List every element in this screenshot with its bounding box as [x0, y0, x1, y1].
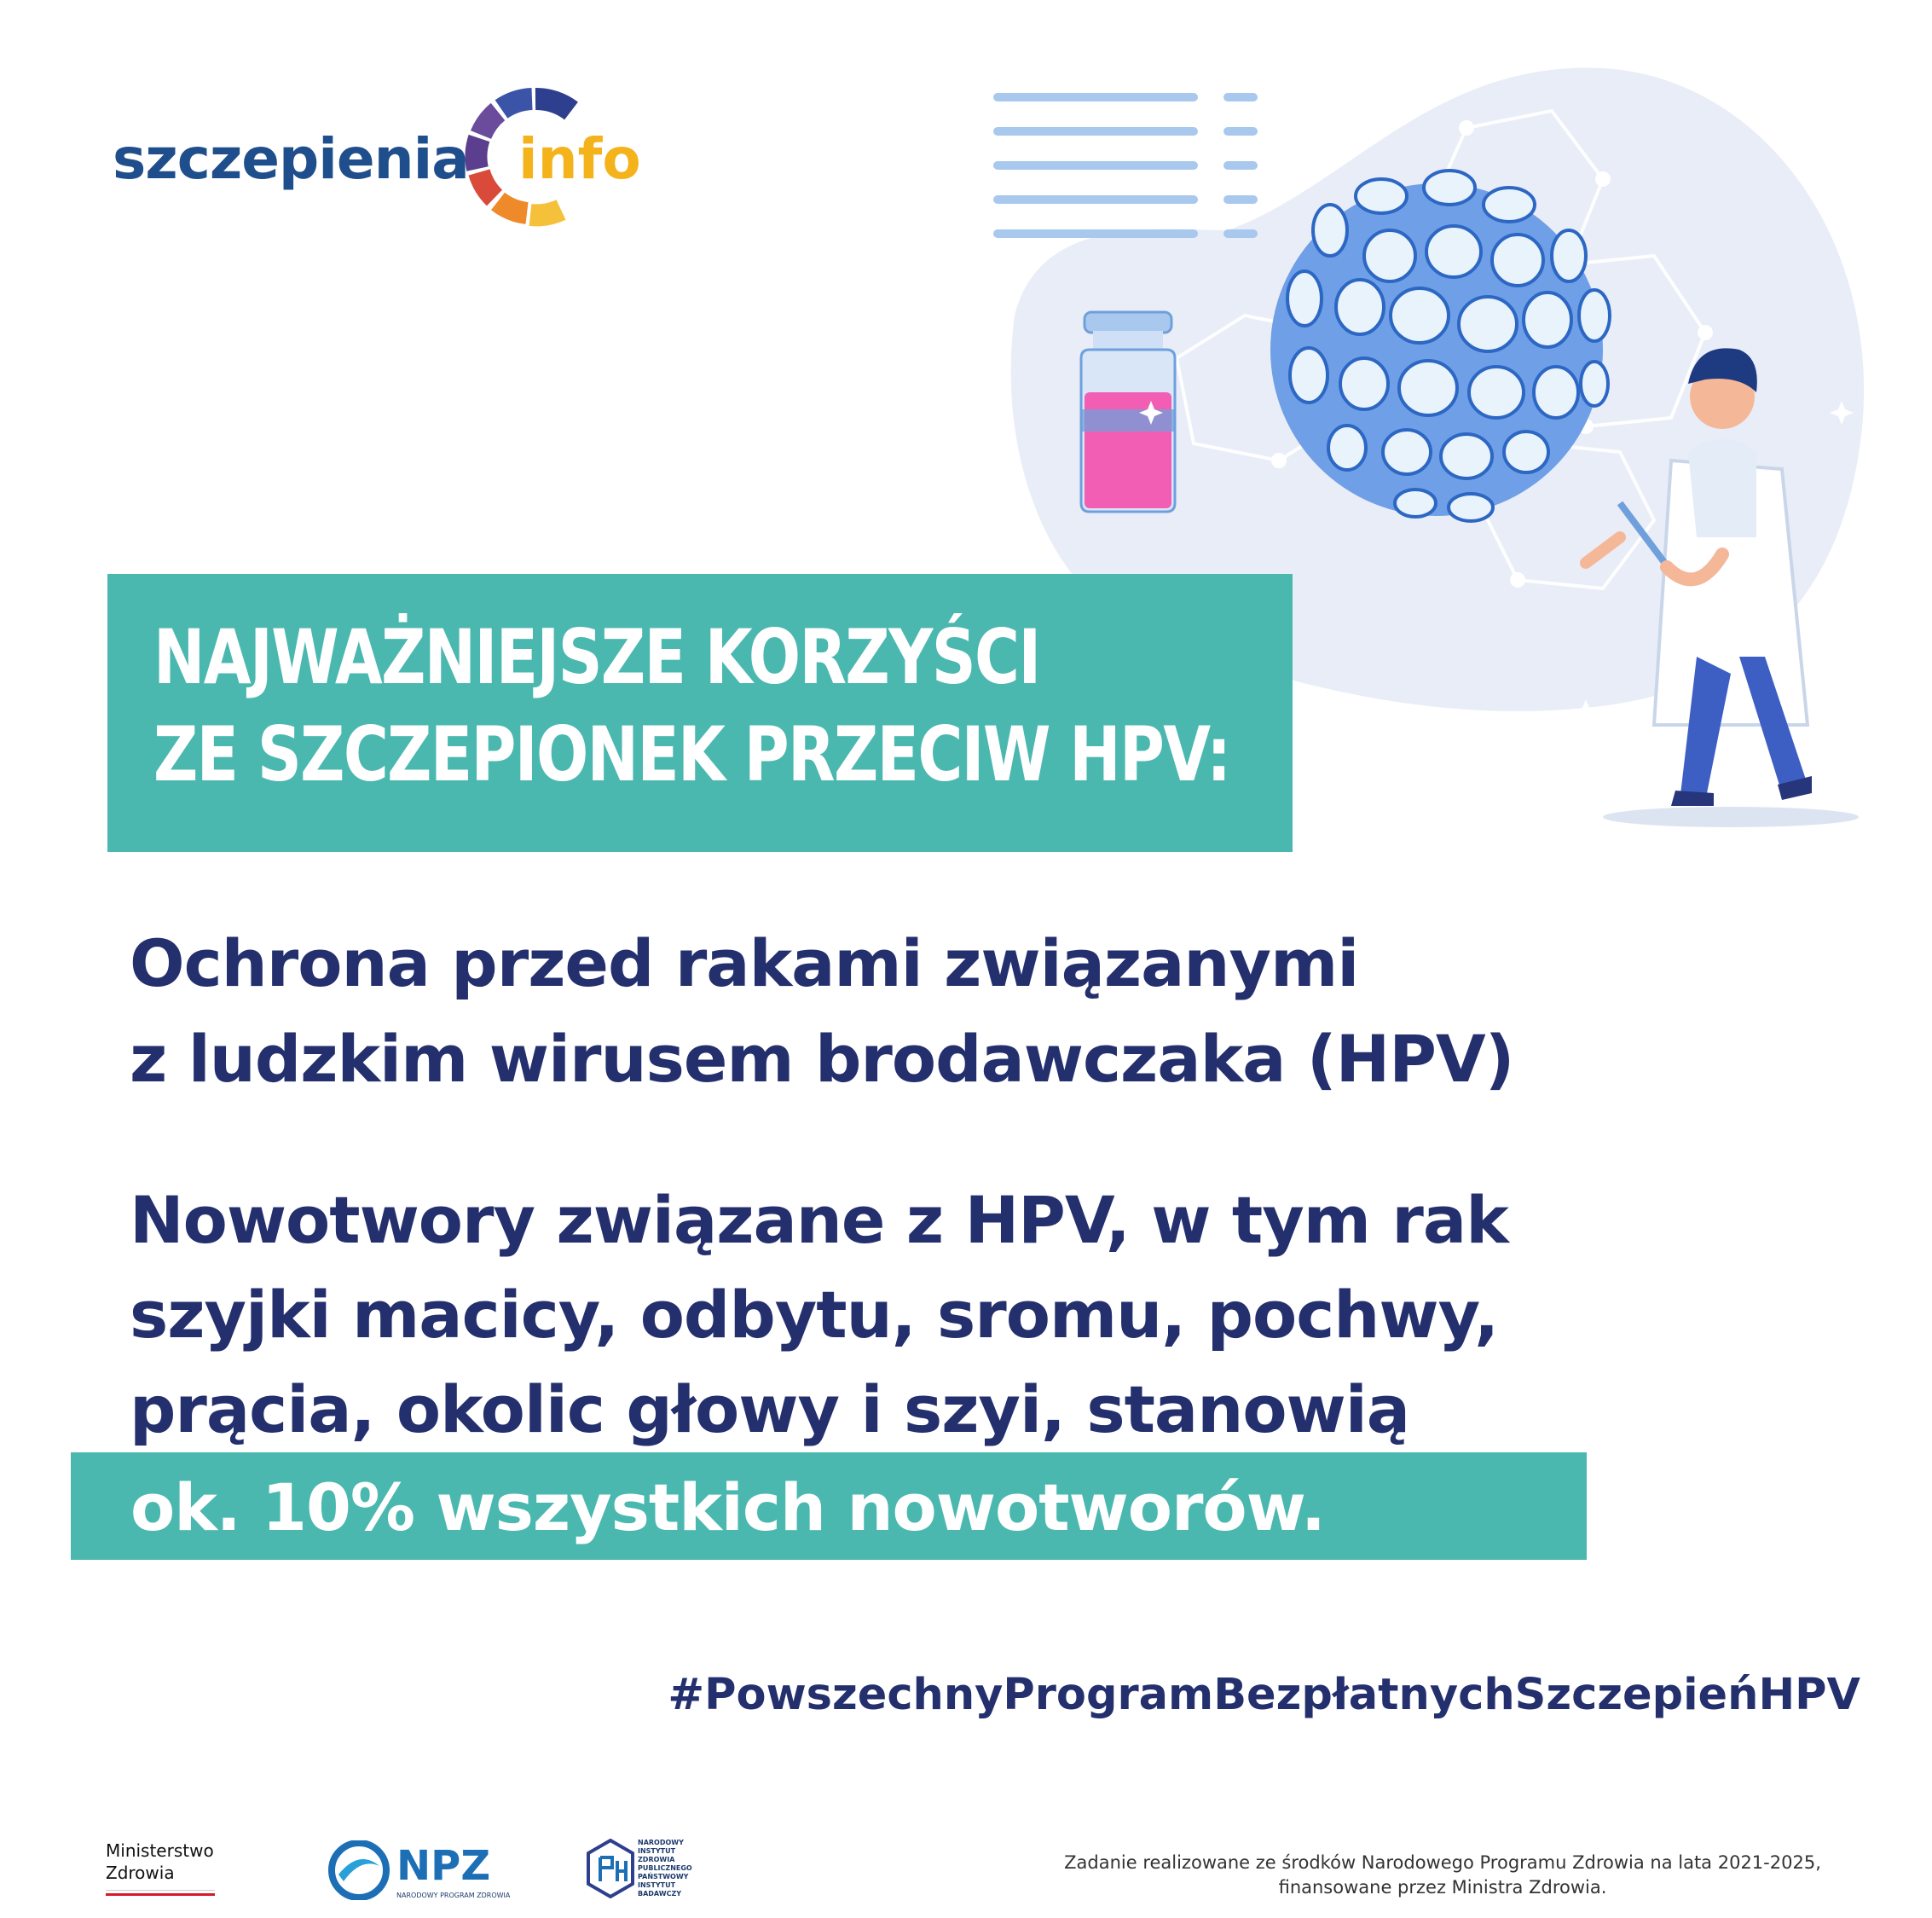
ministry-line-2: Zdrowia	[106, 1863, 175, 1883]
heading-banner	[107, 574, 1293, 852]
logo-brand-text: szczepienia	[113, 126, 469, 192]
funding-line-1: Zadanie realizowane ze środków Narodowego Programu Zdrowia na lata 2021-2025,	[1064, 1852, 1821, 1873]
benefit-line-1: Ochrona przed rakami związanymi	[130, 925, 1359, 1001]
npz-emblem-icon	[327, 1840, 391, 1900]
vial-icon	[1081, 312, 1175, 512]
fact-line-3: prącia, okolic głowy i szyi, stanowią	[130, 1371, 1410, 1447]
nizp-logo	[587, 1835, 723, 1904]
fact-highlight: ok. 10% wszystkich nowotworów.	[130, 1469, 1325, 1545]
heading-line-2: ZE SZCZEPIONEK PRZECIW HPV:	[153, 710, 1230, 798]
nizp-emblem-icon	[587, 1839, 634, 1898]
npz-logo	[327, 1840, 511, 1900]
flag-bar	[106, 1890, 215, 1896]
fact-line-2: szyjki macicy, odbytu, sromu, pochwy,	[130, 1277, 1499, 1353]
npz-subtitle: NARODOWY PROGRAM ZDROWIA	[396, 1892, 511, 1899]
fact-line-1: Nowotwory związane z HPV, w tym rak	[130, 1182, 1508, 1258]
highlight-banner	[71, 1452, 1587, 1560]
funding-note	[1059, 1851, 1826, 1900]
benefit-line-2: z ludzkim wirusem brodawczaka (HPV)	[130, 1021, 1514, 1097]
hashtag: #PowszechnyProgramBezpłatnychSzczepieńHPV	[668, 1670, 1860, 1720]
npz-name: NPZ	[396, 1842, 491, 1890]
nizp-name: NARODOWY INSTYTUT ZDROWIA PUBLICZNEGO PAŃSTWOWY INSTYTUT BADAWCZY	[638, 1839, 692, 1898]
heading-line-1: NAJWAŻNIEJSZE KORZYŚCI	[153, 613, 1040, 701]
ministry-line-1: Ministerstwo	[106, 1840, 214, 1861]
funding-line-2: finansowane przez Ministra Zdrowia.	[1278, 1877, 1607, 1898]
logo-suffix-text: info	[518, 126, 641, 192]
ministry-logo	[106, 1840, 218, 1897]
